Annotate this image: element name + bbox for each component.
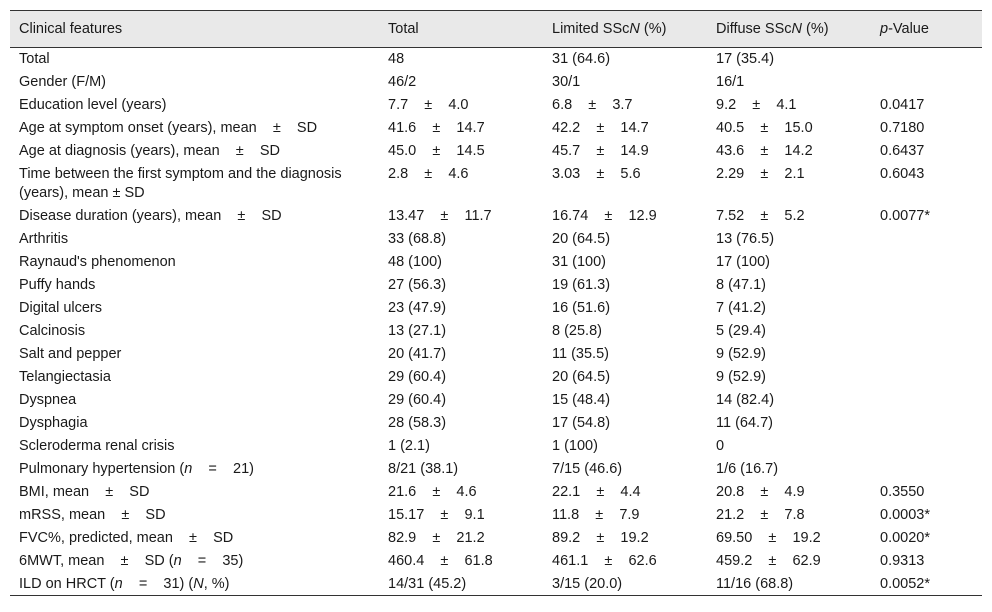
cell-feature: mRSS, mean ± SD (19, 506, 166, 523)
cell-diffuse: 16/1 (716, 73, 745, 90)
table-row (10, 343, 982, 366)
cell-diffuse: 9.2 ± 4.1 (716, 96, 797, 113)
cell-p-value (871, 297, 982, 320)
cell-p-value (871, 228, 982, 251)
header-clinical-features: Clinical features (10, 11, 379, 48)
cell-total: 29 (60.4) (388, 391, 447, 408)
cell-total: 20 (41.7) (388, 345, 447, 362)
cell-diffuse: 0 (716, 437, 725, 454)
cell-total: 7.7 ± 4.0 (388, 96, 469, 113)
cell-total: 21.6 ± 4.6 (388, 483, 477, 500)
cell-limited: 16.74 ± 12.9 (552, 207, 657, 224)
cell-diffuse: 11/16 (68.8) (707, 573, 871, 596)
cell-total: 82.9 ± 21.2 (388, 529, 485, 546)
cell-p-value (871, 274, 982, 297)
cell-limited: 42.2 ± 14.7 (552, 119, 649, 136)
table-row (10, 205, 982, 228)
cell-p-value: 0.6043 (880, 165, 925, 182)
cell-limited: 3.03 ± 5.6 (552, 165, 641, 182)
cell-total: 29 (60.4) (388, 368, 447, 385)
cell-limited: 89.2 ± 19.2 (552, 529, 649, 546)
table-row (10, 140, 982, 163)
cell-limited: 19 (61.3) (552, 276, 611, 293)
cell-p-value (871, 389, 982, 412)
cell-feature: Dyspnea (19, 391, 77, 408)
table-row (10, 527, 982, 550)
cell-p-value (871, 251, 982, 274)
cell-limited: 30/1 (552, 73, 581, 90)
cell-total: 46/2 (388, 73, 417, 90)
clinical-features-table (10, 10, 982, 596)
cell-p-value (871, 48, 982, 71)
cell-limited: 17 (54.8) (552, 414, 611, 431)
cell-p-value (871, 412, 982, 435)
cell-feature: Age at diagnosis (years), mean ± SD (19, 142, 281, 159)
cell-limited: 31 (64.6) (552, 51, 611, 67)
cell-diffuse: 13 (76.5) (716, 230, 775, 247)
table-row (10, 163, 982, 205)
cell-total: 1 (2.1) (388, 437, 430, 454)
cell-total: 8/21 (38.1) (388, 460, 459, 477)
cell-total: 13.47 ± 11.7 (388, 207, 492, 224)
table-row (10, 48, 982, 71)
table-row (10, 274, 982, 297)
cell-feature: Arthritis (19, 230, 69, 247)
cell-limited: 461.1 ± 62.6 (552, 552, 657, 569)
table-row (10, 550, 982, 573)
cell-p-value: 0.7180 (880, 119, 925, 136)
cell-limited: 22.1 ± 4.4 (552, 483, 641, 500)
cell-p-value (871, 366, 982, 389)
cell-feature: BMI, mean ± SD (19, 483, 150, 500)
cell-feature: Time between the first symptom and the diagnosis (years), mean ± SD (19, 165, 342, 201)
cell-total: 48 (388, 51, 405, 67)
cell-diffuse: 11 (64.7) (716, 414, 773, 431)
cell-limited: 7/15 (46.6) (552, 460, 623, 477)
table-row (10, 117, 982, 140)
cell-p-value (871, 435, 982, 458)
cell-diffuse: 69.50 ± 19.2 (716, 529, 821, 546)
cell-p-value: 0.0020* (880, 529, 930, 546)
cell-limited: 6.8 ± 3.7 (552, 96, 633, 113)
cell-p-value (871, 343, 982, 366)
table-row (10, 228, 982, 251)
table-row (10, 504, 982, 527)
cell-diffuse: 7.52 ± 5.2 (716, 207, 805, 224)
table-row (10, 297, 982, 320)
cell-limited: 1 (100) (552, 437, 598, 454)
cell-diffuse: 17 (35.4) (716, 51, 775, 67)
cell-p-value: 0.0052* (871, 573, 982, 596)
cell-diffuse: 17 (100) (716, 253, 771, 270)
cell-feature: Total (19, 51, 50, 67)
cell-feature: Puffy hands (19, 276, 96, 293)
cell-p-value: 0.0417 (880, 96, 925, 113)
cell-total: 28 (58.3) (388, 414, 447, 431)
cell-limited: 3/15 (20.0) (543, 573, 707, 596)
cell-feature: Scleroderma renal crisis (19, 437, 175, 454)
cell-feature: Raynaud's phenomenon (19, 253, 176, 270)
cell-total: 460.4 ± 61.8 (388, 552, 493, 569)
cell-diffuse: 1/6 (16.7) (716, 460, 779, 477)
cell-limited: 16 (51.6) (552, 299, 611, 316)
cell-p-value (871, 71, 982, 94)
cell-total: 41.6 ± 14.7 (388, 119, 485, 136)
cell-limited: 8 (25.8) (552, 322, 602, 339)
cell-feature: ILD on HRCT (n = 31) (N, %) (10, 573, 379, 596)
table-row (10, 251, 982, 274)
cell-total: 33 (68.8) (388, 230, 447, 247)
table-row (10, 458, 982, 481)
cell-feature: Calcinosis (19, 322, 86, 339)
cell-diffuse: 2.29 ± 2.1 (716, 165, 805, 182)
cell-limited: 45.7 ± 14.9 (552, 142, 649, 159)
cell-diffuse: 9 (52.9) (716, 345, 766, 362)
cell-feature: Telangiectasia (19, 368, 111, 385)
cell-feature: Disease duration (years), mean ± SD (19, 207, 282, 224)
cell-p-value: 0.6437 (880, 142, 925, 159)
cell-p-value: 0.0077* (880, 207, 930, 224)
cell-total: 45.0 ± 14.5 (388, 142, 485, 159)
cell-total: 23 (47.9) (388, 299, 447, 316)
cell-p-value: 0.3550 (880, 483, 925, 500)
table-row (10, 71, 982, 94)
header-total: Total (379, 11, 543, 48)
header-diffuse-sscn: Diffuse SScN (%) (707, 11, 871, 48)
cell-diffuse: 40.5 ± 15.0 (716, 119, 813, 136)
cell-limited: 11 (35.5) (552, 345, 609, 362)
cell-limited: 31 (100) (552, 253, 607, 270)
cell-feature: Digital ulcers (19, 299, 102, 316)
cell-limited: 20 (64.5) (552, 368, 611, 385)
table-row (10, 94, 982, 117)
header-limited-sscn: Limited SScN (%) (543, 11, 707, 48)
table-row (10, 412, 982, 435)
cell-diffuse: 459.2 ± 62.9 (716, 552, 821, 569)
cell-feature: Dysphagia (19, 414, 88, 431)
cell-diffuse: 43.6 ± 14.2 (716, 142, 813, 159)
cell-p-value (871, 320, 982, 343)
cell-total: 14/31 (45.2) (379, 573, 543, 596)
cell-diffuse: 14 (82.4) (716, 391, 775, 408)
cell-diffuse: 9 (52.9) (716, 368, 766, 385)
cell-limited: 20 (64.5) (552, 230, 611, 247)
cell-limited: 15 (48.4) (552, 391, 611, 408)
table-row (10, 320, 982, 343)
cell-p-value: 0.9313 (880, 552, 925, 569)
cell-feature: 6MWT, mean ± SD (n = 35) (19, 552, 244, 569)
cell-feature: Salt and pepper (19, 345, 122, 362)
cell-diffuse: 21.2 ± 7.8 (716, 506, 805, 523)
cell-total: 27 (56.3) (388, 276, 447, 293)
table-row (10, 573, 982, 596)
cell-p-value (871, 458, 982, 481)
cell-total: 15.17 ± 9.1 (388, 506, 485, 523)
cell-feature: Pulmonary hypertension (n = 21) (19, 460, 254, 477)
table-header-row (10, 11, 982, 48)
table-row (10, 389, 982, 412)
cell-diffuse: 5 (29.4) (716, 322, 766, 339)
cell-feature: FVC%, predicted, mean ± SD (19, 529, 234, 546)
cell-feature: Education level (years) (19, 96, 167, 113)
cell-feature: Gender (F/M) (19, 73, 107, 90)
table-row (10, 435, 982, 458)
cell-diffuse: 20.8 ± 4.9 (716, 483, 805, 500)
cell-diffuse: 7 (41.2) (716, 299, 766, 316)
cell-total: 48 (100) (388, 253, 443, 270)
cell-p-value: 0.0003* (880, 506, 930, 523)
cell-limited: 11.8 ± 7.9 (552, 506, 640, 523)
header-p-value: p-Value (871, 11, 982, 48)
cell-total: 2.8 ± 4.6 (388, 165, 469, 182)
cell-diffuse: 8 (47.1) (716, 276, 766, 293)
cell-total: 13 (27.1) (388, 322, 447, 339)
table-row (10, 366, 982, 389)
cell-feature: Age at symptom onset (years), mean ± SD (19, 119, 318, 136)
table-row (10, 481, 982, 504)
